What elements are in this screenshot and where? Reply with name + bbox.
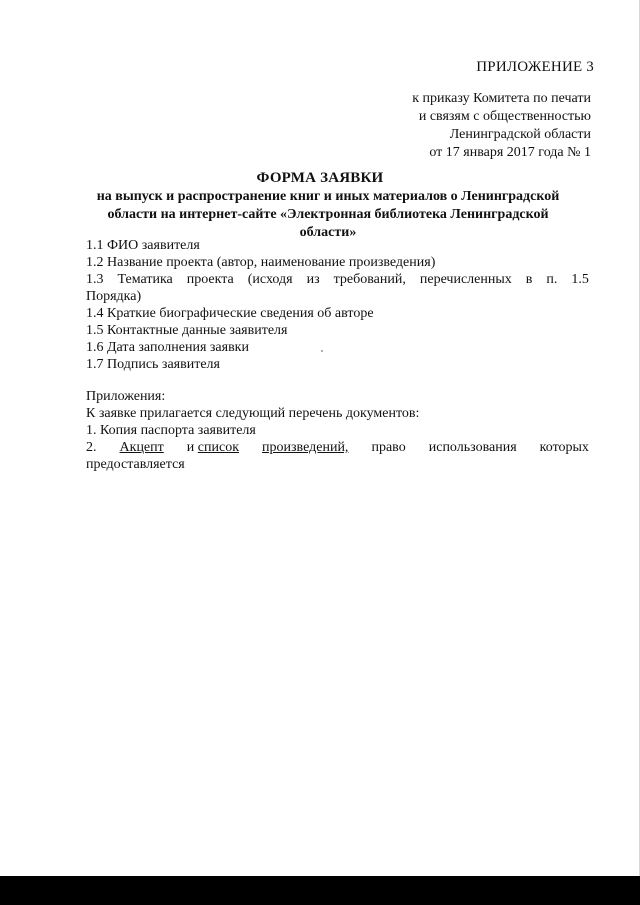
form-title: ФОРМА ЗАЯВКИ [256,170,384,186]
word: (исходя [247,272,293,287]
word: из [306,272,320,287]
subtitle-line: на выпуск и распространение книг и иных материалов о Ленинградской [96,189,560,204]
appendix-label: ПРИЛОЖЕНИЕ 3 [476,59,594,75]
attachment-item-passport: 1. Копия паспорта заявителя [86,423,256,438]
attachments-heading: Приложения: [86,389,166,404]
field-author-bio: 1.4 Краткие биографические сведения об авторе [86,306,374,321]
word: перечисленных [419,272,512,287]
subtitle-line: области на интернет-сайте «Электронная библиотека Ленинградской [107,207,549,222]
order-line: Ленинградской области [449,127,591,142]
form-fields [86,237,589,373]
order-line: от 17 января 2017 года № 1 [429,145,591,160]
field-project-name: 1.2 Название проекта (автор, наименование произведения) [86,255,436,270]
word: требований, [333,272,406,287]
conjunction: и [186,440,195,455]
word: право [371,440,406,455]
word: 1.3 [86,272,104,287]
field-applicant-name: 1.1 ФИО заявителя [86,238,200,253]
order-line: и связям с общественностью [418,109,591,124]
order-line: к приказу Комитета по печати [412,91,591,106]
word: Тематика [117,272,173,287]
word: в [525,272,533,287]
scan-speck [321,350,323,352]
field-contact-data: 1.5 Контактные данные заявителя [86,323,288,338]
accept-link[interactable]: Акцепт [119,440,164,455]
word: проекта [186,272,234,287]
order-reference [412,90,591,162]
word: которых [539,440,589,455]
subtitle-line: области» [299,225,357,240]
works-link[interactable]: произведений, [262,440,349,455]
field-project-theme [86,271,589,288]
attachment-item-continued: предоставляется [86,457,185,472]
scan-bottom-border [0,876,640,905]
field-application-date: 1.6 Дата заполнения заявки [86,340,249,355]
attachments-intro: К заявке прилагается следующий перечень документов: [86,406,420,421]
attachments-section [86,388,589,473]
word: 1.5 [571,272,589,287]
word: использования [428,440,517,455]
field-applicant-signature: 1.7 Подпись заявителя [86,357,220,372]
item-number: 2. [86,440,97,455]
works-list-link[interactable]: список [197,440,240,455]
attachment-item-accept [86,439,589,456]
field-project-theme-continued: Порядка) [86,289,142,304]
word: п. [546,272,558,287]
form-subtitle [68,188,588,242]
